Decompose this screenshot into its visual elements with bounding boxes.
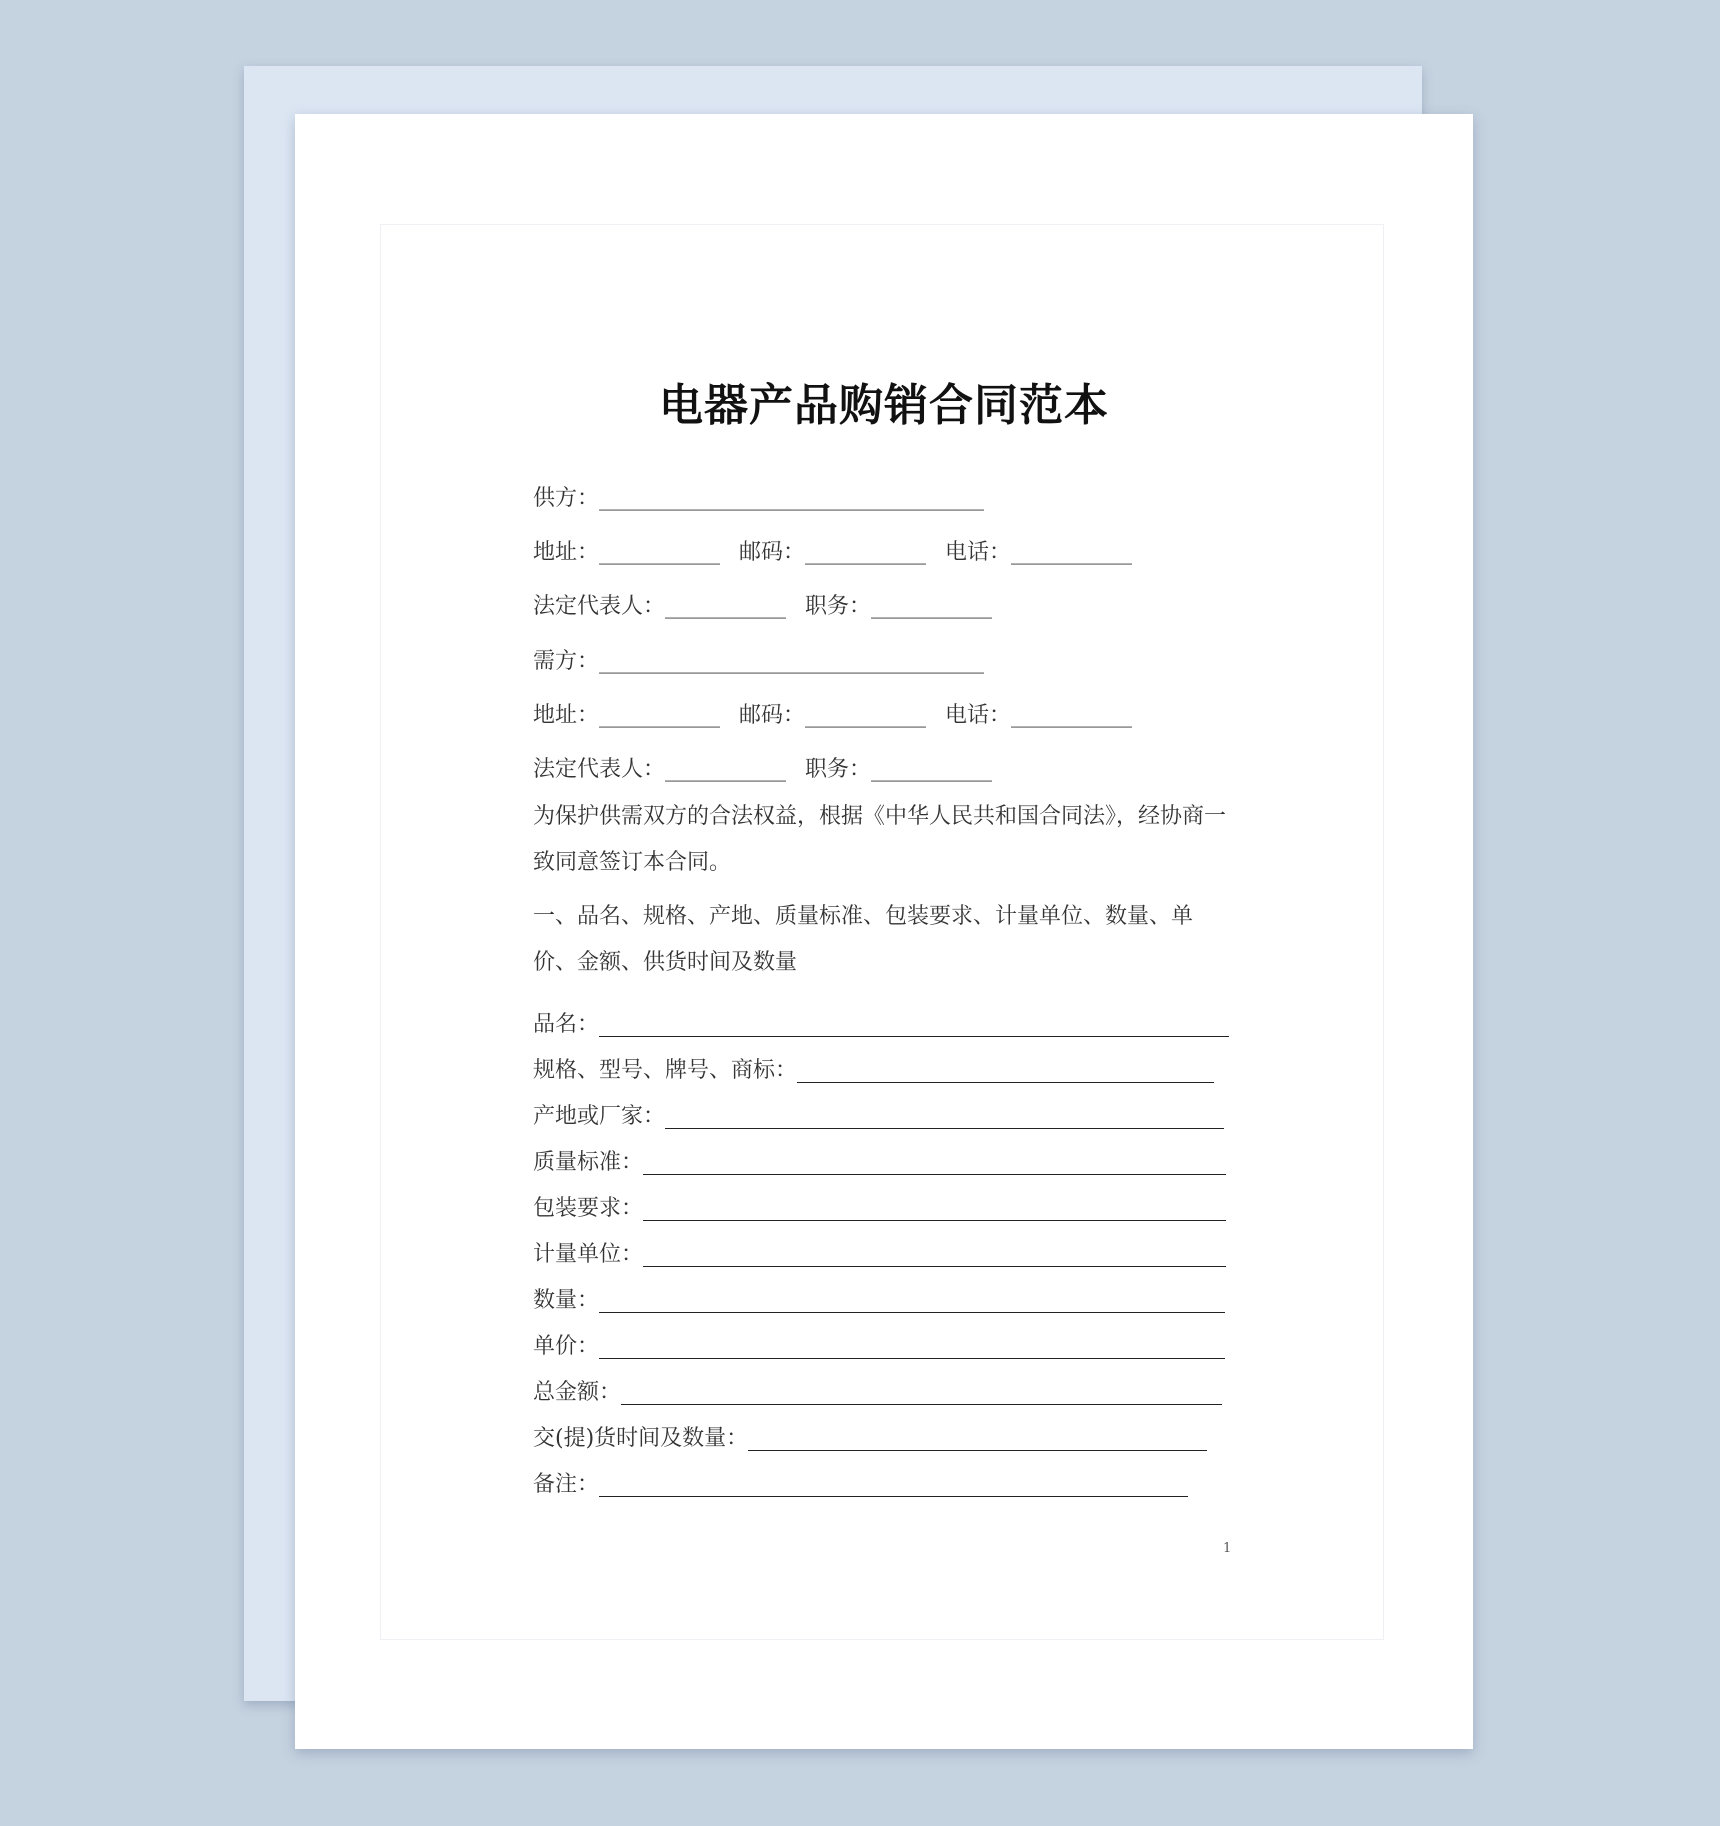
intro-paragraph: 为保护供需双方的合法权益，根据《中华人民共和国合同法》，经协商一致同意签订本合同。 <box>533 804 1227 875</box>
fill-in-line <box>748 1450 1207 1451</box>
buyer-postcode-field: 邮码：___________ <box>739 703 927 728</box>
document-title: 电器产品购销合同范本 <box>659 380 1109 431</box>
buyer-rep-line <box>533 752 1004 783</box>
fill-in-line <box>643 1220 1226 1221</box>
field-label: 产地或厂家： <box>533 1104 666 1129</box>
form-field-row <box>533 1099 1224 1130</box>
fill-in-line <box>599 1358 1225 1359</box>
document-page <box>295 114 1473 1749</box>
supplier-phone-field: 电话：___________ <box>945 540 1133 565</box>
field-label: 规格、型号、牌号、商标： <box>533 1058 798 1083</box>
buyer-line <box>533 644 996 675</box>
supplier-address-field: 地址：___________ <box>533 540 721 565</box>
fill-in-line <box>665 1128 1224 1129</box>
fill-in-line <box>599 1036 1229 1037</box>
section-one-heading: 一、品名、规格、产地、质量标准、包装要求、计量单位、数量、单价、金额、供货时间及数量 <box>533 904 1194 975</box>
fill-in-line <box>643 1266 1226 1267</box>
form-field-row <box>533 1237 1226 1268</box>
supplier-rep-line <box>533 589 1004 620</box>
supplier-line <box>533 481 996 512</box>
buyer-address-field: 地址：___________ <box>533 703 721 728</box>
field-label: 交(提)货时间及数量： <box>533 1426 749 1451</box>
fill-in-line <box>621 1404 1222 1405</box>
form-field-row <box>533 1375 1222 1406</box>
field-label: 质量标准： <box>533 1150 644 1175</box>
form-field-row <box>533 1283 1225 1314</box>
form-field-row <box>533 1145 1226 1176</box>
buyer-position-field: 职务：___________ <box>805 757 993 782</box>
field-label: 数量： <box>533 1288 600 1313</box>
buyer-phone-field: 电话：___________ <box>945 703 1133 728</box>
field-label: 单价： <box>533 1334 600 1359</box>
fill-in-line <box>797 1082 1214 1083</box>
supplier-position-field: 职务：___________ <box>805 594 993 619</box>
form-field-row <box>533 1467 1188 1498</box>
fill-in-line <box>643 1174 1226 1175</box>
supplier-rep-field: 法定代表人：___________ <box>533 594 787 619</box>
form-field-row <box>533 1421 1207 1452</box>
buyer-field: 需方：___________________________________ <box>533 649 985 674</box>
form-field-row <box>533 1053 1214 1084</box>
buyer-contact-line <box>533 698 1144 729</box>
field-label: 备注： <box>533 1472 600 1497</box>
form-field-row <box>533 1007 1229 1038</box>
supplier-postcode-field: 邮码：___________ <box>739 540 927 565</box>
buyer-rep-field: 法定代表人：___________ <box>533 757 787 782</box>
fill-in-line <box>599 1496 1188 1497</box>
supplier-contact-line <box>533 535 1144 566</box>
form-field-row <box>533 1329 1225 1360</box>
field-label: 包装要求： <box>533 1196 644 1221</box>
field-label: 总金额： <box>533 1380 622 1405</box>
field-label: 计量单位： <box>533 1242 644 1267</box>
fill-in-line <box>599 1312 1225 1313</box>
supplier-field: 供方：___________________________________ <box>533 486 985 511</box>
form-field-row <box>533 1191 1226 1222</box>
field-label: 品名： <box>533 1012 600 1037</box>
page-number: 1 <box>1223 1541 1232 1556</box>
